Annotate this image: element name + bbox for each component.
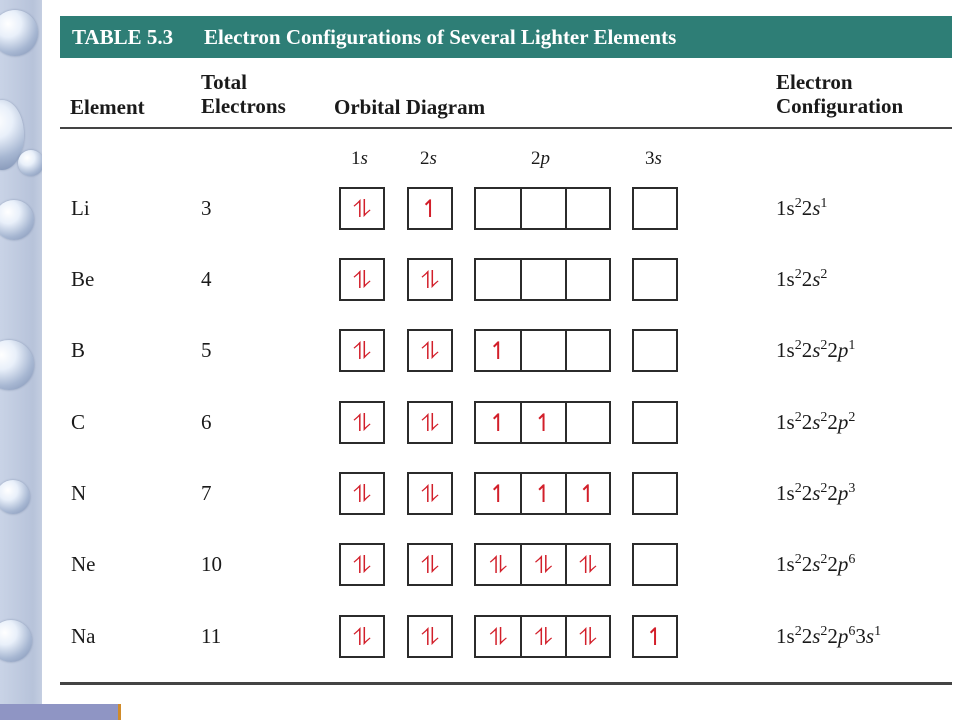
config-count: 2 <box>820 552 828 567</box>
electron-configuration <box>776 624 881 649</box>
p-orbital-slot <box>520 617 564 656</box>
orbital-box-s1 <box>339 329 385 372</box>
config-count: 3 <box>848 481 856 496</box>
p-orbital-slot <box>565 403 609 442</box>
electron-configuration <box>776 267 827 292</box>
up-spin-arrow: ↿ <box>644 622 666 651</box>
config-subshell: s <box>812 552 821 576</box>
config-count: 2 <box>794 624 802 639</box>
paired-spin-arrows: ⥮ <box>353 622 371 651</box>
p-orbital-slot <box>476 545 520 584</box>
subshell-2s-letter: s <box>429 148 437 169</box>
config-count: 2 <box>820 410 828 425</box>
config-subshell: s <box>786 624 795 648</box>
orbital-box-2p <box>474 258 611 301</box>
header-total-line1: Total <box>201 70 247 94</box>
config-count: 2 <box>794 481 802 496</box>
orbital-box-s1 <box>339 187 385 230</box>
config-shell: 2 <box>801 552 813 576</box>
config-subshell: p <box>837 481 849 505</box>
config-shell: 2 <box>801 481 813 505</box>
header-rule <box>60 127 952 129</box>
config-term <box>776 624 802 648</box>
p-orbital-slot <box>520 545 564 584</box>
config-term <box>827 410 855 434</box>
subshell-3s <box>645 148 662 170</box>
empty-orbital <box>522 260 564 299</box>
p-orbital-slot <box>520 474 564 513</box>
electron-configuration <box>776 481 855 506</box>
table-row <box>0 258 960 304</box>
config-shell: 1 <box>776 267 787 291</box>
orbital-box-s3 <box>632 543 678 586</box>
up-spin-arrow: ↿ <box>488 479 509 508</box>
paired-spin-arrows: ⥮ <box>421 622 439 651</box>
config-shell: 2 <box>801 267 813 291</box>
config-term <box>802 196 828 220</box>
table-row <box>0 401 960 447</box>
paired-spin-arrows: ⥮ <box>353 265 371 294</box>
config-shell: 2 <box>827 481 838 505</box>
p-orbital-slot <box>520 403 564 442</box>
config-term <box>776 196 802 220</box>
config-count: 2 <box>820 267 828 282</box>
orbital-box-s2 <box>407 472 453 515</box>
up-spin-arrow: ↿ <box>488 336 509 365</box>
empty-orbital <box>634 545 676 584</box>
element-symbol: Be <box>71 267 95 291</box>
total-electrons: 7 <box>201 481 212 505</box>
subshell-2s-num: 2 <box>420 148 430 169</box>
table-row <box>0 187 960 233</box>
config-subshell: s <box>812 624 821 648</box>
orbital-box-s3 <box>632 472 678 515</box>
config-shell: 1 <box>776 481 787 505</box>
element-symbol: B <box>71 338 86 362</box>
table-number: TABLE 5.3 <box>72 25 174 49</box>
config-count: 1 <box>848 338 856 353</box>
table-row <box>0 472 960 518</box>
header-config-line1: Electron <box>776 70 853 94</box>
header-orbital-diagram <box>334 95 485 119</box>
p-orbital-slot <box>476 617 520 656</box>
p-orbital-slot <box>476 474 520 513</box>
config-count: 2 <box>820 481 828 496</box>
orbital-box-s2 <box>407 615 453 658</box>
paired-spin-arrows: ⥮ <box>353 194 371 223</box>
orbital-box-s1 <box>339 615 385 658</box>
header-total-line2: Electrons <box>201 94 286 118</box>
p-orbital-slot <box>565 545 609 584</box>
empty-orbital <box>567 260 609 299</box>
total-electrons: 5 <box>201 338 212 362</box>
empty-orbital <box>634 474 676 513</box>
config-shell: 2 <box>827 624 838 648</box>
config-subshell: s <box>865 624 875 648</box>
config-term <box>802 267 828 291</box>
up-spin-arrow: ↿ <box>533 408 554 437</box>
table-title: Electron Configurations of Several Lighter Elements <box>204 25 677 49</box>
config-subshell: s <box>786 338 795 362</box>
config-count: 2 <box>794 196 802 211</box>
orbital-box-s1 <box>339 472 385 515</box>
total-electrons: 11 <box>201 624 222 648</box>
config-subshell: s <box>786 410 795 434</box>
element-symbol: Li <box>71 196 90 220</box>
orbital-box-s2 <box>407 401 453 444</box>
p-orbital-slot <box>565 474 609 513</box>
config-count: 1 <box>874 624 882 639</box>
config-shell: 1 <box>776 410 787 434</box>
paired-spin-arrows: ⥮ <box>421 479 439 508</box>
subshell-1s <box>351 148 368 170</box>
paired-spin-arrows: ⥮ <box>489 550 507 579</box>
paired-spin-arrows: ⥮ <box>353 336 371 365</box>
empty-orbital <box>634 260 676 299</box>
electron-configuration <box>776 196 827 221</box>
header-electron-configuration <box>776 70 903 118</box>
config-term <box>802 624 828 648</box>
orbital-box-s2 <box>407 329 453 372</box>
table-row <box>0 329 960 375</box>
config-term <box>776 267 802 291</box>
p-orbital-slot <box>565 189 609 228</box>
config-count: 2 <box>794 410 802 425</box>
subshell-2p-num: 2 <box>531 148 541 169</box>
config-shell: 1 <box>776 196 787 220</box>
orbital-box-s3 <box>632 615 678 658</box>
paired-spin-arrows: ⥮ <box>421 336 439 365</box>
p-orbital-slot <box>520 189 564 228</box>
p-orbital-slot <box>520 331 564 370</box>
empty-orbital <box>522 189 564 228</box>
config-count: 2 <box>794 267 802 282</box>
bottom-rule <box>60 682 952 685</box>
element-symbol: Na <box>71 624 96 648</box>
config-shell: 2 <box>827 410 838 434</box>
empty-orbital <box>567 331 609 370</box>
up-spin-arrow: ↿ <box>419 194 441 223</box>
paired-spin-arrows: ⥮ <box>534 622 553 651</box>
p-orbital-slot <box>520 260 564 299</box>
config-term <box>802 552 828 576</box>
config-subshell: s <box>786 552 795 576</box>
empty-orbital <box>567 403 609 442</box>
empty-orbital <box>634 331 676 370</box>
config-subshell: s <box>786 481 795 505</box>
up-spin-arrow: ↿ <box>533 479 554 508</box>
config-term <box>776 410 802 434</box>
orbital-box-2p <box>474 543 611 586</box>
config-term <box>827 338 855 362</box>
config-count: 2 <box>848 410 856 425</box>
header-element <box>70 95 145 119</box>
p-orbital-slot <box>565 617 609 656</box>
electron-configuration <box>776 338 855 363</box>
config-term <box>776 338 802 362</box>
paired-spin-arrows: ⥮ <box>353 550 371 579</box>
up-spin-arrow: ↿ <box>488 408 509 437</box>
config-shell: 1 <box>776 338 787 362</box>
orbital-box-s2 <box>407 187 453 230</box>
config-term <box>827 552 855 576</box>
empty-orbital <box>476 260 520 299</box>
orbital-box-s3 <box>632 187 678 230</box>
subshell-2p-letter: p <box>540 148 550 169</box>
orbital-box-s2 <box>407 258 453 301</box>
p-orbital-slot <box>476 189 520 228</box>
header-element-label: Element <box>70 95 145 119</box>
table-title-bar <box>60 16 952 58</box>
total-electrons: 3 <box>201 196 212 220</box>
p-orbital-slot <box>476 260 520 299</box>
bubble-decoration <box>18 150 44 176</box>
config-subshell: s <box>812 267 821 291</box>
config-shell: 1 <box>776 552 787 576</box>
p-orbital-slot <box>476 331 520 370</box>
subshell-3s-num: 3 <box>645 148 655 169</box>
config-shell: 2 <box>801 624 813 648</box>
config-term <box>827 481 855 505</box>
p-orbital-slot <box>476 403 520 442</box>
config-term <box>776 481 802 505</box>
config-count: 6 <box>848 624 856 639</box>
config-term <box>855 624 881 648</box>
config-shell: 2 <box>827 552 838 576</box>
config-subshell: s <box>812 338 821 362</box>
table-row <box>0 615 960 661</box>
config-subshell: s <box>812 410 821 434</box>
orbital-box-s3 <box>632 401 678 444</box>
config-count: 2 <box>820 624 828 639</box>
config-subshell: s <box>812 481 821 505</box>
config-shell: 2 <box>801 196 813 220</box>
electron-configuration <box>776 410 855 435</box>
subshell-2p <box>531 148 550 170</box>
config-count: 6 <box>848 552 856 567</box>
element-symbol: C <box>71 410 86 434</box>
p-orbital-slot <box>565 260 609 299</box>
paired-spin-arrows: ⥮ <box>353 408 371 437</box>
paired-spin-arrows: ⥮ <box>421 265 439 294</box>
config-shell: 3 <box>855 624 866 648</box>
config-subshell: p <box>837 552 849 576</box>
orbital-box-s3 <box>632 258 678 301</box>
table-row <box>0 543 960 589</box>
subshell-1s-letter: s <box>360 148 368 169</box>
orbital-box-2p <box>474 615 611 658</box>
empty-orbital <box>476 189 520 228</box>
empty-orbital <box>567 189 609 228</box>
element-symbol: N <box>71 481 87 505</box>
orbital-box-2p <box>474 187 611 230</box>
bottom-left-block <box>0 704 118 720</box>
paired-spin-arrows: ⥮ <box>579 622 597 651</box>
p-orbital-slot <box>565 331 609 370</box>
config-term <box>802 410 828 434</box>
config-count: 2 <box>820 338 828 353</box>
orbital-box-s1 <box>339 258 385 301</box>
total-electrons: 6 <box>201 410 212 434</box>
config-term <box>802 338 828 362</box>
config-shell: 2 <box>801 338 813 362</box>
config-subshell: s <box>786 196 795 220</box>
config-subshell: s <box>812 196 821 220</box>
total-electrons: 10 <box>201 552 222 576</box>
empty-orbital <box>522 331 564 370</box>
header-total-electrons <box>201 70 286 118</box>
config-term <box>776 552 802 576</box>
empty-orbital <box>634 403 676 442</box>
config-count: 2 <box>794 552 802 567</box>
config-subshell: p <box>837 410 849 434</box>
orbital-box-2p <box>474 472 611 515</box>
electron-configuration <box>776 552 855 577</box>
orbital-box-s3 <box>632 329 678 372</box>
paired-spin-arrows: ⥮ <box>353 479 371 508</box>
total-electrons: 4 <box>201 267 212 291</box>
config-shell: 1 <box>776 624 787 648</box>
paired-spin-arrows: ⥮ <box>421 408 439 437</box>
config-subshell: p <box>837 338 849 362</box>
empty-orbital <box>634 189 676 228</box>
element-symbol: Ne <box>71 552 96 576</box>
header-orbital-label: Orbital Diagram <box>334 95 486 119</box>
config-count: 1 <box>820 196 828 211</box>
header-config-line2: Configuration <box>776 94 904 118</box>
config-shell: 2 <box>827 338 838 362</box>
orbital-box-s1 <box>339 401 385 444</box>
paired-spin-arrows: ⥮ <box>421 550 439 579</box>
up-spin-arrow: ↿ <box>577 479 598 508</box>
paired-spin-arrows: ⥮ <box>534 550 553 579</box>
bottom-left-accent <box>118 704 121 720</box>
paired-spin-arrows: ⥮ <box>489 622 507 651</box>
orbital-box-2p <box>474 401 611 444</box>
config-subshell: p <box>837 624 849 648</box>
config-count: 2 <box>794 338 802 353</box>
orbital-box-s2 <box>407 543 453 586</box>
paired-spin-arrows: ⥮ <box>579 550 597 579</box>
orbital-box-2p <box>474 329 611 372</box>
orbital-box-s1 <box>339 543 385 586</box>
subshell-1s-num: 1 <box>351 148 361 169</box>
config-term <box>827 624 855 648</box>
config-subshell: s <box>786 267 795 291</box>
config-term <box>802 481 828 505</box>
subshell-3s-letter: s <box>654 148 662 169</box>
subshell-2s <box>420 148 437 170</box>
config-shell: 2 <box>801 410 813 434</box>
